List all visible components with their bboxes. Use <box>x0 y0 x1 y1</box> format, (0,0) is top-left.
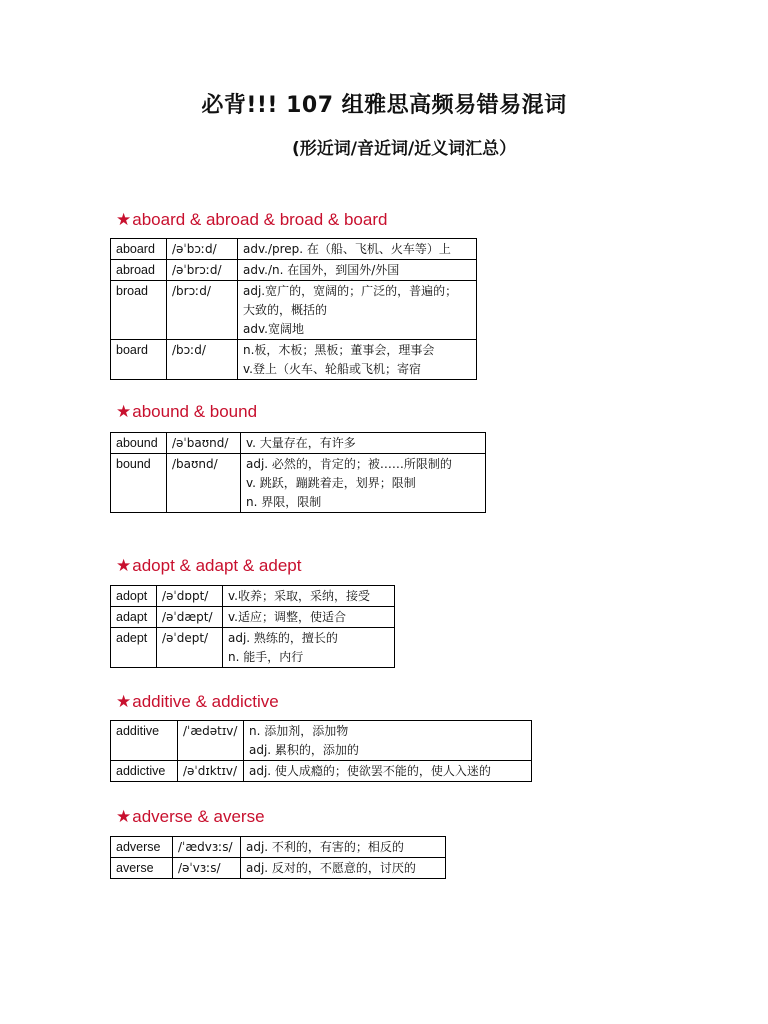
definition-cell <box>238 239 477 260</box>
table-row <box>111 340 477 380</box>
phonetic-cell: /əˈdæpt/ <box>157 607 223 628</box>
table-row <box>111 586 395 607</box>
definition-cell <box>241 858 446 879</box>
definition-cell <box>238 281 477 340</box>
group-heading <box>116 807 265 827</box>
word-cell: addictive <box>111 761 178 782</box>
table-row <box>111 454 486 513</box>
phonetic-cell: /əˈbaʊnd/ <box>167 433 241 454</box>
definition-cell <box>238 260 477 281</box>
definition-line: 大致的，概括的 <box>243 303 328 317</box>
word-cell: averse <box>111 858 173 879</box>
page-title: 必背!!! 107 组雅思高频易错易混词 <box>201 93 567 118</box>
phonetic-cell: /brɔːd/ <box>167 281 238 340</box>
definition-line: n.板，木板；黑板；董事会，理事会 <box>243 343 435 357</box>
word-table <box>110 585 395 668</box>
star-icon: ★ <box>116 692 132 711</box>
definition-line: n. 界限，限制 <box>246 495 322 509</box>
word-table <box>110 836 446 879</box>
definition-line: adj. 不利的，有害的；相反的 <box>246 840 404 854</box>
definition-line: v. 大量存在，有许多 <box>246 436 356 450</box>
definition-cell <box>223 607 395 628</box>
table-row <box>111 721 532 761</box>
group-heading <box>116 402 257 422</box>
definition-cell <box>241 433 486 454</box>
definition-cell <box>244 761 532 782</box>
group-heading-text: adverse & averse <box>132 807 265 826</box>
group-heading-text: aboard & abroad & broad & board <box>132 210 388 229</box>
phonetic-cell: /ˈædvɜːs/ <box>173 837 241 858</box>
definition-line: adj. 反对的，不愿意的，讨厌的 <box>246 861 416 875</box>
table-row <box>111 239 477 260</box>
phonetic-cell: /əˈdɪktɪv/ <box>178 761 244 782</box>
word-cell: adept <box>111 628 157 668</box>
definition-line: v.登上（火车、轮船或飞机；寄宿 <box>243 362 421 376</box>
phonetic-cell: /əˈdept/ <box>157 628 223 668</box>
word-table <box>110 720 532 782</box>
word-cell: additive <box>111 721 178 761</box>
definition-line: v.适应；调整，使适合 <box>228 610 346 624</box>
word-cell: adverse <box>111 837 173 858</box>
group-heading-text: additive & addictive <box>132 692 279 711</box>
star-icon: ★ <box>116 556 132 575</box>
star-icon: ★ <box>116 402 132 421</box>
phonetic-cell: /əˈdɒpt/ <box>157 586 223 607</box>
definition-cell <box>241 837 446 858</box>
definition-cell <box>223 586 395 607</box>
definition-line: n. 能手，内行 <box>228 650 304 664</box>
word-cell: adapt <box>111 607 157 628</box>
star-icon: ★ <box>116 210 132 229</box>
definition-line: adv./n. 在国外，到国外/外国 <box>243 263 400 277</box>
table-row <box>111 433 486 454</box>
definition-line: adj. 累积的，添加的 <box>249 743 359 757</box>
phonetic-cell: /ˈædətɪv/ <box>178 721 244 761</box>
definition-line: v. 跳跃，蹦跳着走，划界；限制 <box>246 476 416 490</box>
definition-line: n. 添加剂，添加物 <box>249 724 349 738</box>
table-row <box>111 628 395 668</box>
definition-line: adj. 使人成瘾的；使欲罢不能的，使人入迷的 <box>249 764 491 778</box>
phonetic-cell: /bɔːd/ <box>167 340 238 380</box>
group-heading-text: adopt & adapt & adept <box>132 556 302 575</box>
star-icon: ★ <box>116 807 132 826</box>
word-cell: bound <box>111 454 167 513</box>
phonetic-cell: /əˈbrɔːd/ <box>167 260 238 281</box>
word-cell: abound <box>111 433 167 454</box>
definition-line: adj. 必然的，肯定的；被……所限制的 <box>246 457 452 471</box>
phonetic-cell: /əˈvɜːs/ <box>173 858 241 879</box>
table-row <box>111 761 532 782</box>
group-heading <box>116 692 279 712</box>
word-cell: board <box>111 340 167 380</box>
definition-cell <box>244 721 532 761</box>
word-table <box>110 432 486 513</box>
definition-line: adj. 熟练的，擅长的 <box>228 631 338 645</box>
phonetic-cell: /əˈbɔːd/ <box>167 239 238 260</box>
definition-cell <box>238 340 477 380</box>
table-row <box>111 607 395 628</box>
definition-line: adj.宽广的，宽阔的；广泛的，普遍的； <box>243 284 458 298</box>
word-cell: aboard <box>111 239 167 260</box>
page-subtitle: (形近词/音近词/近义词汇总） <box>292 139 517 159</box>
definition-line: v.收养；采取，采纳，接受 <box>228 589 370 603</box>
table-row <box>111 260 477 281</box>
word-cell: abroad <box>111 260 167 281</box>
group-heading-text: abound & bound <box>132 402 258 421</box>
definition-line: adv.宽阔地 <box>243 322 304 336</box>
phonetic-cell: /baʊnd/ <box>167 454 241 513</box>
table-row <box>111 281 477 340</box>
table-row <box>111 858 446 879</box>
definition-line: adv./prep. 在（船、飞机、火车等）上 <box>243 242 451 256</box>
word-cell: adopt <box>111 586 157 607</box>
group-heading <box>116 556 301 576</box>
word-cell: broad <box>111 281 167 340</box>
table-row <box>111 837 446 858</box>
word-table <box>110 238 477 380</box>
definition-cell <box>223 628 395 668</box>
definition-cell <box>241 454 486 513</box>
group-heading <box>116 210 387 230</box>
